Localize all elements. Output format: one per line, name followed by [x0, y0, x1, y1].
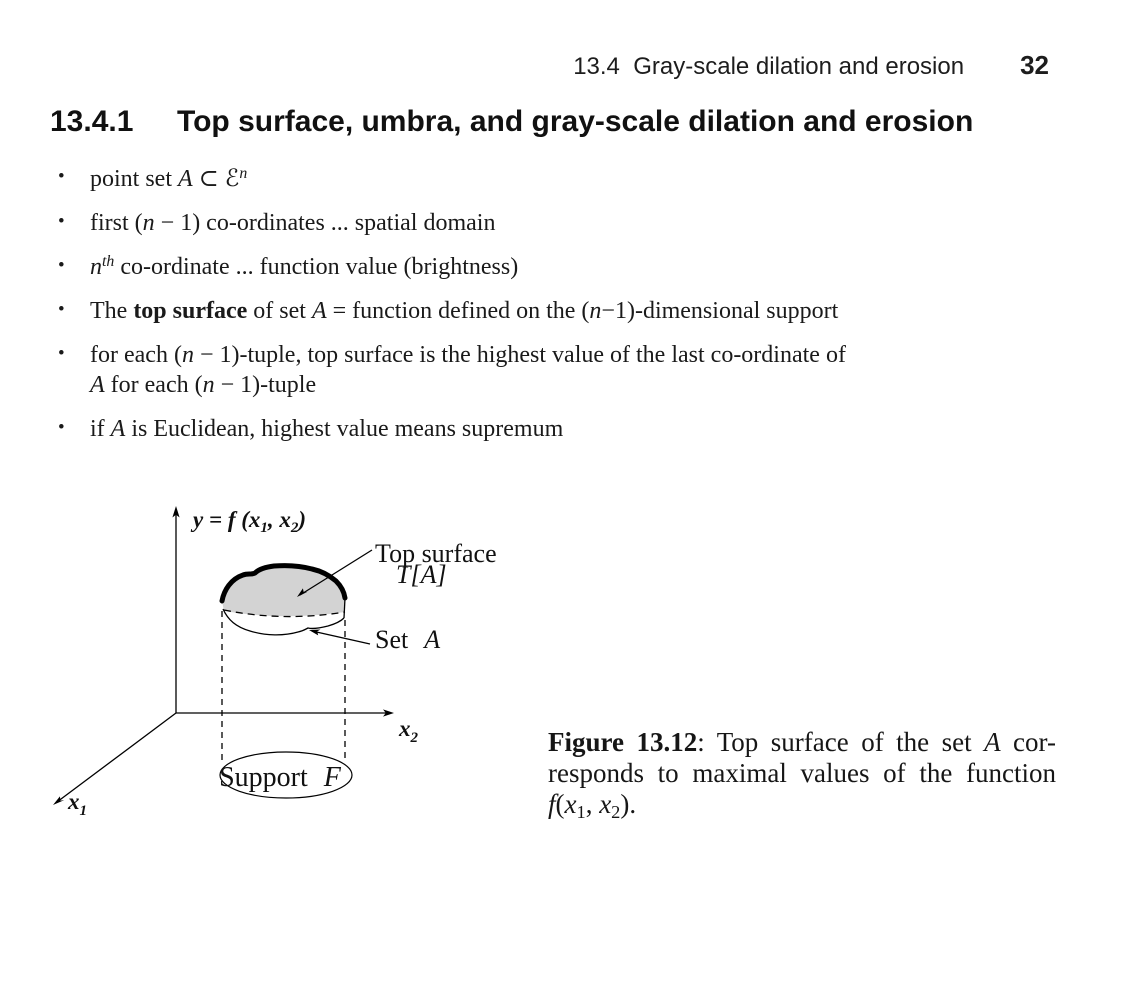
text-segment: n	[90, 254, 102, 280]
set-a-label: Set A	[375, 625, 441, 654]
bullet-item	[50, 414, 1056, 444]
text-segment: − 1) co-ordinates ... spatial domain	[154, 210, 496, 236]
text-segment: ,	[585, 789, 600, 819]
text-segment: 2	[611, 802, 621, 823]
text-segment: 1	[576, 802, 586, 823]
text-segment: ℰ	[224, 164, 240, 192]
text-segment: first (	[90, 210, 143, 236]
bullet-marker: •	[58, 299, 65, 320]
text-segment: f	[548, 789, 556, 819]
text-segment: top surface	[133, 298, 248, 324]
text-segment: point set	[90, 166, 178, 192]
figure-top-surface-diagram	[40, 480, 540, 840]
text-segment: A	[110, 416, 126, 442]
support-label: Support F	[219, 762, 341, 793]
bullet-marker: •	[58, 255, 65, 276]
text-segment: −1)-dimensional support	[601, 298, 839, 324]
bullet-marker: •	[58, 417, 65, 438]
running-head-title: 13.4 Gray-scale dilation and erosion	[573, 53, 965, 80]
set-a-arrow	[312, 631, 370, 644]
text-segment: Figure 13.12	[548, 727, 698, 757]
text-segment: cor-	[1000, 727, 1056, 757]
bullet-item	[50, 296, 1056, 326]
text-segment: ⊂	[192, 166, 225, 192]
text-segment: A	[90, 372, 105, 398]
caption-line	[548, 789, 1056, 823]
bullet-text	[90, 254, 518, 280]
text-segment: of set	[247, 298, 312, 324]
text-segment: (	[555, 789, 565, 819]
bullet-text	[90, 416, 563, 442]
text-segment: − 1)-tuple, top surface is the highest value of the last co-ordinate of	[193, 342, 846, 368]
bullet-text	[90, 342, 846, 398]
bullet-list	[50, 163, 1056, 458]
text-segment: n	[202, 372, 215, 398]
bullet-item	[50, 252, 1056, 282]
bullet-text	[90, 210, 495, 236]
text-segment: for each (	[90, 342, 182, 368]
text-segment: − 1)-tuple	[214, 372, 317, 398]
text-segment: co-ordinate ... function value (brightness)	[114, 254, 519, 280]
text-segment: if	[90, 416, 111, 442]
text-segment: for each (	[104, 372, 203, 398]
section-number: 13.4.1	[50, 105, 134, 138]
bullet-marker: •	[58, 166, 65, 187]
x2-axis-label: $x_2$	[399, 716, 418, 746]
top-surface-label: Top surface	[375, 539, 497, 568]
bullet-text	[90, 298, 838, 324]
text-segment: is Euclidean, highest value means supremum	[125, 416, 564, 442]
x1-axis-label: $x_1$	[68, 789, 87, 819]
page-number: 32	[1020, 50, 1049, 80]
text-segment: x	[564, 789, 577, 819]
text-segment: The	[90, 298, 134, 324]
text-segment: = function defined on the (	[326, 298, 590, 324]
bullet-marker: •	[58, 211, 65, 232]
text-segment: ).	[620, 789, 637, 819]
text-segment: x	[599, 789, 612, 819]
running-head	[573, 50, 1049, 81]
text-segment: responds to maximal values of the function	[548, 758, 1056, 788]
text-segment: n	[239, 165, 248, 183]
bullet-item	[50, 163, 1056, 194]
y-axis-label: y = f ($x_1$, $x_2$)	[193, 507, 307, 536]
text-segment: th	[102, 253, 115, 271]
text-segment: A	[311, 298, 327, 324]
figure-caption	[548, 727, 1056, 823]
top-surface-symbol: T[A]	[396, 560, 447, 589]
caption-line	[548, 758, 1056, 789]
caption-line	[548, 727, 1056, 758]
text-segment: n	[181, 342, 194, 368]
text-segment: A	[984, 727, 1001, 757]
text-segment: n	[589, 298, 602, 324]
bullet-item	[50, 208, 1056, 238]
section-heading	[50, 104, 1080, 140]
text-segment: n	[142, 210, 155, 236]
bullet-marker: •	[58, 343, 65, 364]
text-segment: : Top surface of the set	[697, 727, 985, 757]
bullet-text	[90, 166, 247, 192]
bullet-item	[50, 340, 1056, 400]
text-segment: A	[178, 166, 193, 192]
section-title: Top surface, umbra, and gray-scale dilation and erosion	[177, 105, 974, 138]
